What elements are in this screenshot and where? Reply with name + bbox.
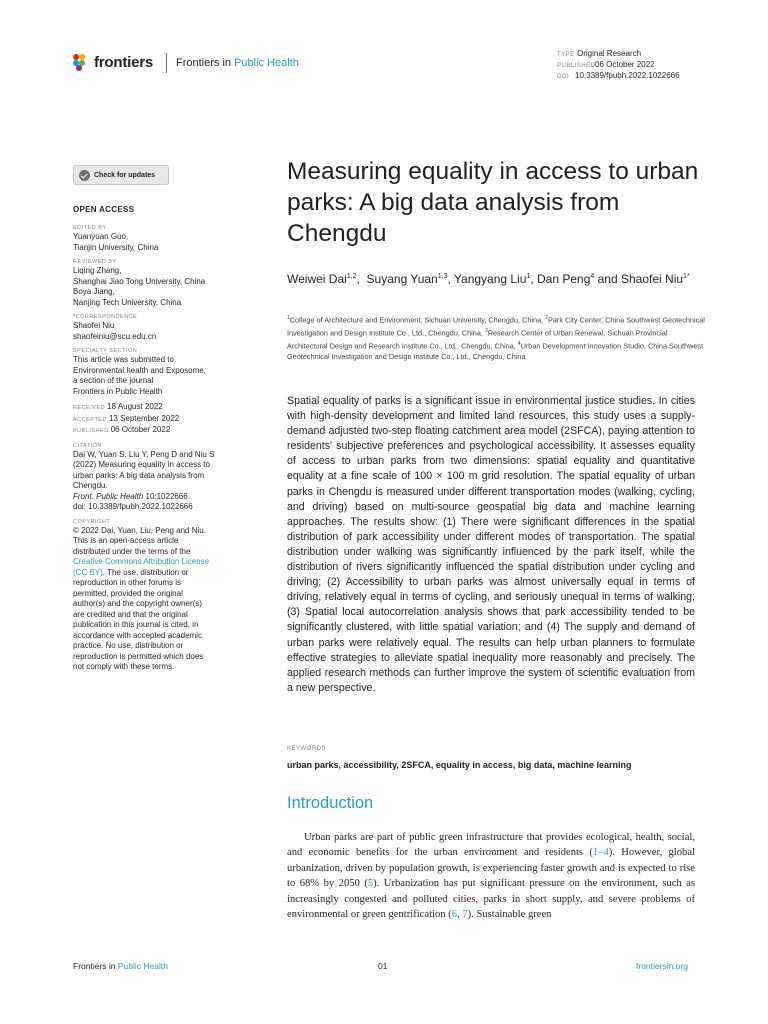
edited-by-key: EDITED BY [73, 225, 107, 231]
intro-text: ). However, global urbanization, driven by population growth, is experiencing faster growth and is expected to rise to 68% by 2050 ( [287, 847, 695, 890]
received-date [73, 402, 243, 414]
citation-doi[interactable]: doi: 10.3389/fpubh.2022.1022666 [73, 502, 193, 511]
edited-by-line: Yuanyuan Guo, [73, 232, 129, 241]
copyright-line: accordance with accepted academic [73, 630, 202, 640]
footer-journal-highlight: Public Health [117, 961, 168, 971]
copyright-line: reproduction is permitted which does [73, 651, 204, 661]
sidebar [73, 205, 243, 673]
copyright-line: practice. No use, distribution or [73, 641, 184, 650]
journal-name[interactable] [176, 57, 299, 69]
meta-value: 06 October 2022 [595, 60, 655, 69]
check-for-updates-label: Check for updates [94, 171, 156, 179]
copyright-line: publication in this journal is cited, in [73, 620, 199, 629]
specialty-section-key: SPECIALTY SECTION [73, 348, 138, 354]
citation-key: CITATION [73, 442, 102, 449]
affiliation-text: Urban Development Innovation Studio, China Southwest Geotechnical Investigation and Design Institute Co., Ltd., Chengdu, China [287, 341, 704, 361]
check-icon [79, 170, 90, 181]
meta-key: TYPE [557, 52, 575, 58]
author-separator: , [530, 272, 538, 286]
reference-link[interactable]: 5 [367, 878, 374, 890]
copyright-line: distributed under the terms of the [73, 546, 191, 556]
author-affiliation-sup: 1 [526, 273, 531, 280]
copyright-line: This is an open-access article [73, 536, 179, 545]
received-value: 18 August 2022 [107, 402, 163, 411]
author-affiliation-sup: 1,3 [437, 273, 448, 280]
author-separator: , [356, 272, 367, 286]
affiliation-sup: 3 [484, 327, 488, 334]
article-title: Measuring equality in access to urban parks: A big data analysis from Chengdu [287, 158, 699, 247]
accepted-key: ACCEPTED [73, 416, 107, 423]
author-name[interactable]: Weiwei Dai [287, 272, 347, 286]
dates-block [73, 402, 243, 437]
open-access-label: OPEN ACCESS [73, 205, 135, 214]
affiliation-text: College of Architecture and Environment, Sichuan University, Chengdu, China, [289, 315, 546, 325]
published-date [73, 425, 243, 437]
specialty-line: Frontiers in Public Health [73, 386, 163, 396]
affiliations [287, 313, 707, 362]
author-name[interactable]: Suyang Yuan [366, 272, 438, 286]
correspondence-name: Shaofei Niu [73, 321, 115, 330]
keywords-key: KEYWORDS [287, 746, 327, 752]
correspondence-key: *CORRESPONDENCE [73, 314, 138, 320]
abstract: Spatial equality of parks is a significant issue in environmental justice studies. In cities with high-density development and limited land resources, this study uses a supply-demand adjusted two-step floating catchment area model (2SFCA), paying attention to residents' subjective preferences and psychological accessibility. It assesses equality of access to urban parks from two dimensions: spatial equality and quantitative equality at a fine scale of 100 × 100 m grid resolution. The spatial equality of urban parks in Chengdu is measured under different transportation modes (walking, cycling, and driving) based on multi-source geospatial big data and machine learning approaches. The results show: (1) There were significant differences in the spatial distribution of park accessibility under different modes of transportation. The spatial distribution under walking was significantly influenced by the park itself, while the distribution of rivers significantly influenced the spatial distribution under cycling and driving; (2) Accessibility to urban parks was almost universally equal in terms of driving, relatively equal in terms of cycling, and seriously unequal in terms of walking; (3) Spatial local autocorrelation analysis shows that park accessibility tended to be significantly clustered, with little spatial variation; and (4) The supply and demand of urban parks were relatively equal. The results can help urban planners to formulate effective strategies to alleviate spatial inequality more reasonably and precisely. The applied research methods can further improve the system of scientific evaluation from a new perspective. [287, 395, 695, 694]
affiliation-sup: 1 [287, 315, 290, 321]
meta-key: DOI [557, 74, 570, 80]
intro-text: ). Sustainable green [467, 909, 552, 921]
copyright-key: COPYRIGHT [73, 518, 111, 525]
author-affiliation-sup: 1,2 [346, 273, 357, 280]
copyright-line: not comply with these terms. [73, 662, 175, 671]
frontiers-logo[interactable] [73, 54, 153, 71]
journal-prefix: Frontiers in [176, 57, 235, 69]
copyright-line: author(s) and the copyright owner(s) [73, 599, 202, 608]
copyright-line: are credited and that the original [73, 609, 188, 619]
article-meta [557, 48, 680, 81]
logo-text: frontiers [94, 54, 154, 71]
author-affiliation-sup: 1* [683, 273, 690, 280]
affiliation-sup: 4 [517, 340, 521, 347]
author-name[interactable]: Dan Peng [537, 272, 591, 286]
meta-key: PUBLISHED [557, 63, 596, 69]
accepted-value: 13 September 2022 [108, 413, 180, 423]
reference-link[interactable]: 6 [451, 909, 458, 921]
copyright-line: reproduction in other forums is [73, 578, 182, 587]
reference-link[interactable]: 1–4 [592, 847, 609, 859]
author-separator: , [447, 272, 454, 286]
copyright-license-line [73, 568, 243, 579]
journal-highlight: Public Health [234, 57, 299, 69]
specialty-line: This article was submitted to [73, 355, 174, 364]
meta-published [557, 59, 680, 70]
published-value: 06 October 2022 [110, 425, 171, 434]
reviewed-by-line: Boya Jiang, [73, 287, 115, 296]
affiliation-sup: 2 [545, 315, 548, 321]
author-separator: and [594, 272, 621, 286]
reviewed-by-line: Shanghai Jiao Tong University, China [73, 276, 206, 286]
citation-line: Chengdu. [73, 481, 108, 490]
affiliation-text: Research Center of Urban Renewal, Sichuan Provincial Architectural Design and Research Institute Co., Ltd., Chengdu, China, [287, 328, 668, 351]
reference-link[interactable]: 7 [462, 909, 468, 921]
correspondence-email[interactable]: shaofeiniu@scu.edu.cn [73, 331, 157, 341]
footer-site-link[interactable]: frontiersin.org [636, 961, 688, 971]
copyright-line: permitted, provided the original [73, 588, 183, 598]
reviewed-by-line: Nanjing Tech University, China [73, 297, 182, 307]
intro-text: Urban parks are part of public green infrastructure that provides ecological, health, social, and economic benefits for the urban environment and residents ( [287, 832, 695, 859]
footer-journal[interactable] [73, 961, 168, 971]
citation-journal-line [73, 492, 243, 503]
section-title: Introduction [287, 794, 374, 812]
footer-journal-prefix: Frontiers in [73, 961, 118, 971]
reviewed-by-line: Liqing Zhang, [73, 266, 122, 275]
specialty-line: Environmental health and Exposome, [73, 365, 206, 375]
meta-type [557, 48, 680, 59]
header-divider [166, 53, 167, 73]
intro-text: ). Urbanization has put significant pressure on the environment, such as increasingly congested and polluted cities, parks in short supply, and severe problems of environmental or green gentrification ( [287, 878, 696, 921]
license-link[interactable]: Creative Commons Attribution License [73, 557, 210, 566]
author-list [287, 268, 707, 288]
citation-journal: Front. Public Health [73, 491, 144, 501]
edited-by-line: Tianjin University, China [73, 242, 159, 252]
author-name[interactable]: Yangyang Liu [453, 272, 527, 286]
accepted-date [73, 414, 243, 426]
intro-text: , [457, 909, 463, 921]
citation-line: (2022) Measuring equality in access to [73, 460, 210, 469]
keywords-list: urban parks, accessibility, 2SFCA, equality in access, big data, machine learning [287, 760, 632, 770]
published-key: PUBLISHED [73, 428, 109, 434]
citation-volume: 10:1022666. [143, 491, 190, 501]
meta-value: Original Research [577, 49, 642, 58]
meta-doi [557, 70, 680, 81]
affiliation-text: Park City Center, China Southwest Geotechnical Investigation and Design Institute Co., Ltd., Chengdu, China, [287, 315, 705, 338]
copyright-line: © 2022 Dai, Yuan, Liu, Peng and Niu. [73, 525, 206, 535]
specialty-line: a section of the journal [73, 376, 154, 385]
frontiers-logo-icon [73, 54, 90, 71]
meta-value[interactable]: 10.3389/fpubh.2022.1022666 [575, 71, 680, 80]
received-key: RECEIVED [73, 405, 106, 411]
check-for-updates-button[interactable] [73, 165, 169, 185]
cc-by-link[interactable]: (CC BY) [73, 567, 103, 577]
introduction-paragraph [287, 830, 695, 922]
citation-line: Dai W, Yuan S, Liu Y, Peng D and Niu S [73, 449, 215, 459]
reviewed-by-key: REVIEWED BY [73, 259, 117, 265]
citation-line: urban parks: A big data analysis from [73, 470, 205, 480]
page-number: 01 [378, 961, 388, 971]
copyright-after-link: . The use, distribution or [102, 567, 189, 577]
author-name[interactable]: Shaofei Niu [621, 272, 684, 286]
author-affiliation-sup: 4 [590, 273, 595, 280]
